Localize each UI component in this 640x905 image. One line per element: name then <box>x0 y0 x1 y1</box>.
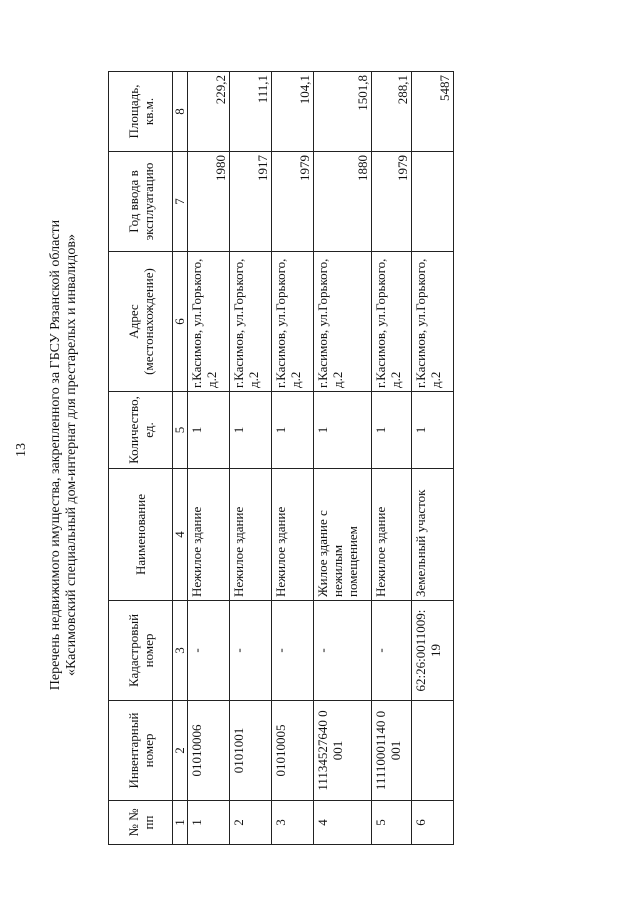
cadastral-number: - <box>230 601 272 701</box>
address: г.Касимов, ул.Горького, д.2 <box>372 252 412 392</box>
column-number: 4 <box>173 469 188 601</box>
property-name: Нежилое здание <box>230 469 272 601</box>
address: г.Касимов, ул.Горького, д.2 <box>412 252 454 392</box>
heading-line-2: «Касимовский специальный дом-интернат для престарелых и инвалидов» <box>64 234 79 676</box>
address: г.Касимов, ул.Горького, д.2 <box>188 252 230 392</box>
column-number-row <box>173 72 188 845</box>
table-row <box>412 72 454 845</box>
header-cell: № № пп <box>109 801 173 845</box>
property-name: Земельный участок <box>412 469 454 601</box>
row-number: 1 <box>188 801 230 845</box>
cadastral-number: - <box>314 601 372 701</box>
header-cell: Инвентарный номер <box>109 701 173 801</box>
table-row <box>314 72 372 845</box>
table-row <box>230 72 272 845</box>
property-table <box>108 71 454 845</box>
commission-year: 1880 <box>314 152 372 252</box>
address: г.Касимов, ул.Горького, д.2 <box>272 252 314 392</box>
quantity: 1 <box>372 392 412 469</box>
inventory-number: 11134527640 0 001 <box>314 701 372 801</box>
column-number: 5 <box>173 392 188 469</box>
quantity: 1 <box>230 392 272 469</box>
table-row <box>188 72 230 845</box>
column-number: 2 <box>173 701 188 801</box>
table-header-row <box>109 72 173 845</box>
area: 288,1 <box>372 72 412 152</box>
table-row <box>272 72 314 845</box>
row-number: 4 <box>314 801 372 845</box>
row-number: 2 <box>230 801 272 845</box>
commission-year: 1979 <box>272 152 314 252</box>
quantity: 1 <box>314 392 372 469</box>
column-number: 8 <box>173 72 188 152</box>
header-cell: Площадь, кв.м. <box>109 72 173 152</box>
property-name: Нежилое здание <box>372 469 412 601</box>
column-number: 7 <box>173 152 188 252</box>
property-name: Нежилое здание <box>272 469 314 601</box>
header-cell: Год ввода в эксплуатацию <box>109 152 173 252</box>
cadastral-number: 62:26:0011009: 19 <box>412 601 454 701</box>
commission-year: 1980 <box>188 152 230 252</box>
header-cell: Кадастровый номер <box>109 601 173 701</box>
column-number: 6 <box>173 252 188 392</box>
quantity: 1 <box>272 392 314 469</box>
document-heading <box>48 155 80 755</box>
area: 229,2 <box>188 72 230 152</box>
column-number: 3 <box>173 601 188 701</box>
row-number: 3 <box>272 801 314 845</box>
area: 1501,8 <box>314 72 372 152</box>
area: 5487 <box>412 72 454 152</box>
header-cell: Количество, ед. <box>109 392 173 469</box>
cadastral-number: - <box>272 601 314 701</box>
area: 111,1 <box>230 72 272 152</box>
commission-year: 1917 <box>230 152 272 252</box>
table-row <box>372 72 412 845</box>
inventory-number: 01010005 <box>272 701 314 801</box>
quantity: 1 <box>188 392 230 469</box>
row-number: 6 <box>412 801 454 845</box>
commission-year: 1979 <box>372 152 412 252</box>
address: г.Касимов, ул.Горького, д.2 <box>314 252 372 392</box>
area: 104,1 <box>272 72 314 152</box>
inventory-number <box>412 701 454 801</box>
quantity: 1 <box>412 392 454 469</box>
column-number: 1 <box>173 801 188 845</box>
inventory-number: 01010006 <box>188 701 230 801</box>
cadastral-number: - <box>372 601 412 701</box>
address: г.Касимов, ул.Горького, д.2 <box>230 252 272 392</box>
commission-year <box>412 152 454 252</box>
inventory-number: 11110001140 0 001 <box>372 701 412 801</box>
page-number: 13 <box>14 443 29 457</box>
row-number: 5 <box>372 801 412 845</box>
header-cell: Наименование <box>109 469 173 601</box>
header-cell: Адрес (местонахождение) <box>109 252 173 392</box>
property-name: Нежилое здание <box>188 469 230 601</box>
heading-line-1: Перечень недвижимого имущества, закрепленного за ГБСУ Рязанской области <box>48 219 63 691</box>
property-name: Жилое здание с нежилым помещением <box>314 469 372 601</box>
cadastral-number: - <box>188 601 230 701</box>
inventory-number: 0101001 <box>230 701 272 801</box>
